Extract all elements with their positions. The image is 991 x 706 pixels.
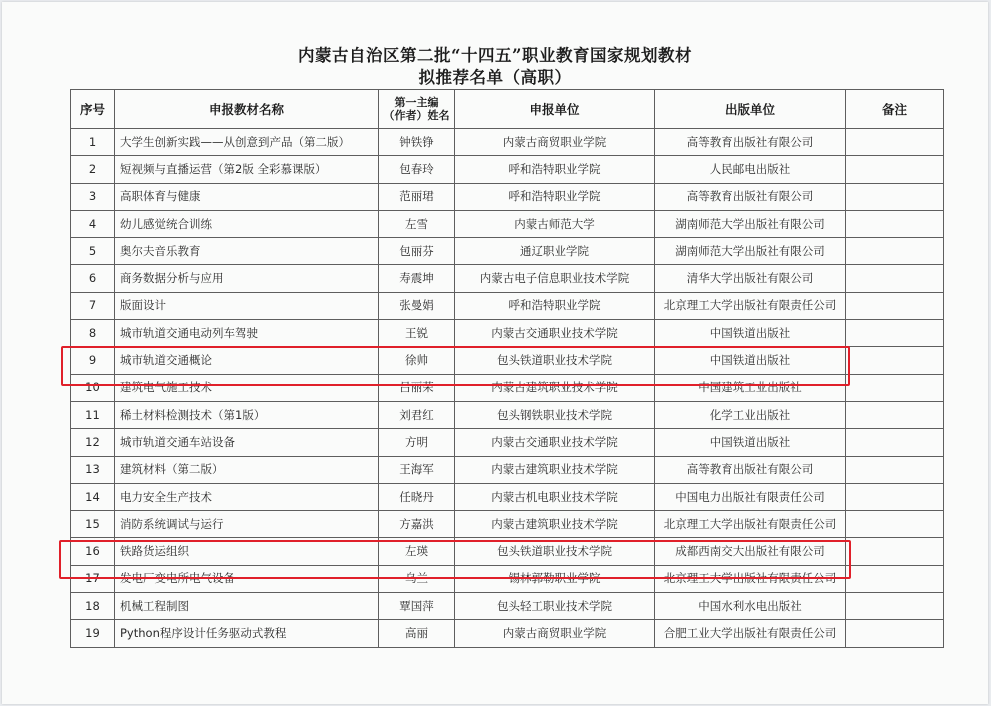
cell-remark [846,565,944,592]
cell-publisher: 高等教育出版社有限公司 [655,129,846,156]
cell-index: 8 [71,320,115,347]
cell-author: 包春玲 [379,156,455,183]
cell-textbook-name: Python程序设计任务驱动式教程 [115,620,379,647]
cell-author: 包丽芬 [379,238,455,265]
cell-remark [846,238,944,265]
cell-textbook-name: 商务数据分析与应用 [115,265,379,292]
cell-school: 内蒙古交通职业技术学院 [455,429,655,456]
cell-remark [846,129,944,156]
cell-index: 7 [71,292,115,319]
cell-remark [846,593,944,620]
header-author [379,90,455,129]
cell-school: 内蒙古建筑职业技术学院 [455,511,655,538]
cell-school: 内蒙古交通职业技术学院 [455,320,655,347]
cell-textbook-name: 铁路货运组织 [115,538,379,565]
cell-index: 11 [71,401,115,428]
table-row [71,511,944,538]
cell-remark [846,429,944,456]
cell-author: 方嘉洪 [379,511,455,538]
cell-school: 内蒙古机电职业技术学院 [455,483,655,510]
highlight-box-row-9 [61,346,850,386]
cell-textbook-name: 版面设计 [115,292,379,319]
cell-remark [846,347,944,374]
cell-publisher: 中国水利水电出版社 [655,593,846,620]
table-row [71,129,944,156]
header-remark: 备注 [846,90,944,129]
cell-author: 任晓丹 [379,483,455,510]
cell-publisher: 中国建筑工业出版社 [655,374,846,401]
cell-textbook-name: 大学生创新实践——从创意到产品（第二版） [115,129,379,156]
cell-textbook-name: 机械工程制图 [115,593,379,620]
table-row [71,183,944,210]
cell-publisher: 北京理工大学出版社有限责任公司 [655,565,846,592]
cell-publisher: 清华大学出版社有限公司 [655,265,846,292]
cell-remark [846,292,944,319]
cell-textbook-name: 城市轨道交通电动列车驾驶 [115,320,379,347]
cell-textbook-name: 高职体育与健康 [115,183,379,210]
cell-author: 左雪 [379,210,455,237]
table-row [71,238,944,265]
cell-index: 4 [71,210,115,237]
cell-author: 覃国萍 [379,593,455,620]
cell-index: 17 [71,565,115,592]
cell-remark [846,620,944,647]
cell-index: 9 [71,347,115,374]
document-subtitle: 拟推荐名单（高职） [418,68,572,87]
cell-index: 2 [71,156,115,183]
cell-textbook-name: 城市轨道交通概论 [115,347,379,374]
table-row [71,292,944,319]
highlight-box-row-16 [59,540,851,579]
table-header-row [71,90,944,129]
cell-publisher: 中国铁道出版社 [655,429,846,456]
cell-publisher: 中国电力出版社有限责任公司 [655,483,846,510]
table-row [71,156,944,183]
cell-textbook-name: 电力安全生产技术 [115,483,379,510]
cell-textbook-name: 稀土材料检测技术（第1版） [115,401,379,428]
cell-remark [846,374,944,401]
cell-index: 19 [71,620,115,647]
cell-remark [846,511,944,538]
cell-index: 18 [71,593,115,620]
cell-index: 15 [71,511,115,538]
cell-remark [846,210,944,237]
cell-school: 包头钢铁职业技术学院 [455,401,655,428]
header-author-line2: （作者）姓名 [383,109,450,122]
table-row [71,210,944,237]
table-row [71,456,944,483]
cell-publisher: 人民邮电出版社 [655,156,846,183]
cell-author: 范丽珺 [379,183,455,210]
cell-index: 1 [71,129,115,156]
cell-index: 10 [71,374,115,401]
cell-school: 包头铁道职业技术学院 [455,538,655,565]
cell-author: 刘君红 [379,401,455,428]
cell-remark [846,483,944,510]
cell-textbook-name: 建筑电气施工技术 [115,374,379,401]
cell-remark [846,401,944,428]
cell-index: 14 [71,483,115,510]
cell-publisher: 高等教育出版社有限公司 [655,183,846,210]
cell-remark [846,456,944,483]
cell-author: 乌兰 [379,565,455,592]
cell-index: 5 [71,238,115,265]
cell-publisher: 成都西南交大出版社有限公司 [655,538,846,565]
cell-index: 16 [71,538,115,565]
cell-author: 钟铁铮 [379,129,455,156]
table-row [71,483,944,510]
document-title: 内蒙古自治区第二批“十四五”职业教育国家规划教材 [298,46,692,65]
cell-author: 王海军 [379,456,455,483]
cell-index: 6 [71,265,115,292]
cell-remark [846,183,944,210]
cell-textbook-name: 消防系统调试与运行 [115,511,379,538]
header-textbook-name: 申报教材名称 [115,90,379,129]
cell-school: 内蒙古电子信息职业技术学院 [455,265,655,292]
header-school: 申报单位 [455,90,655,129]
cell-author: 寿震坤 [379,265,455,292]
cell-school: 通辽职业学院 [455,238,655,265]
cell-school: 呼和浩特职业学院 [455,292,655,319]
cell-school: 锡林郭勒职业学院 [455,565,655,592]
cell-school: 内蒙古师范大学 [455,210,655,237]
cell-school: 内蒙古商贸职业学院 [455,620,655,647]
cell-remark [846,265,944,292]
cell-author: 左瑛 [379,538,455,565]
cell-publisher: 中国铁道出版社 [655,320,846,347]
cell-school: 呼和浩特职业学院 [455,156,655,183]
header-author-line1: 第一主编 [394,96,439,109]
cell-textbook-name: 奥尔夫音乐教育 [115,238,379,265]
cell-author: 徐帅 [379,347,455,374]
header-index: 序号 [71,90,115,129]
cell-school: 包头轻工职业技术学院 [455,593,655,620]
header-publisher: 出版单位 [655,90,846,129]
cell-remark [846,538,944,565]
cell-textbook-name: 建筑材料（第二版） [115,456,379,483]
cell-index: 3 [71,183,115,210]
cell-publisher: 合肥工业大学出版社有限责任公司 [655,620,846,647]
cell-author: 张曼娟 [379,292,455,319]
cell-publisher: 中国铁道出版社 [655,347,846,374]
table-row [71,429,944,456]
table-row [71,620,944,647]
table-row [71,593,944,620]
cell-remark [846,320,944,347]
cell-school: 包头铁道职业技术学院 [455,347,655,374]
cell-school: 呼和浩特职业学院 [455,183,655,210]
cell-school: 内蒙古建筑职业技术学院 [455,456,655,483]
cell-publisher: 北京理工大学出版社有限责任公司 [655,511,846,538]
cell-author: 方明 [379,429,455,456]
table-row [71,401,944,428]
cell-publisher: 湖南师范大学出版社有限公司 [655,238,846,265]
cell-author: 高丽 [379,620,455,647]
cell-publisher: 北京理工大学出版社有限责任公司 [655,292,846,319]
cell-textbook-name: 城市轨道交通车站设备 [115,429,379,456]
cell-remark [846,156,944,183]
cell-author: 王锐 [379,320,455,347]
cell-publisher: 高等教育出版社有限公司 [655,456,846,483]
cell-author: 吕丽荣 [379,374,455,401]
cell-school: 内蒙古建筑职业技术学院 [455,374,655,401]
cell-index: 13 [71,456,115,483]
cell-index: 12 [71,429,115,456]
cell-textbook-name: 发电厂变电所电气设备 [115,565,379,592]
cell-textbook-name: 幼儿感觉统合训练 [115,210,379,237]
cell-publisher: 化学工业出版社 [655,401,846,428]
table-row [71,265,944,292]
table-row [71,320,944,347]
cell-publisher: 湖南师范大学出版社有限公司 [655,210,846,237]
cell-school: 内蒙古商贸职业学院 [455,129,655,156]
cell-textbook-name: 短视频与直播运营（第2版 全彩慕课版） [115,156,379,183]
